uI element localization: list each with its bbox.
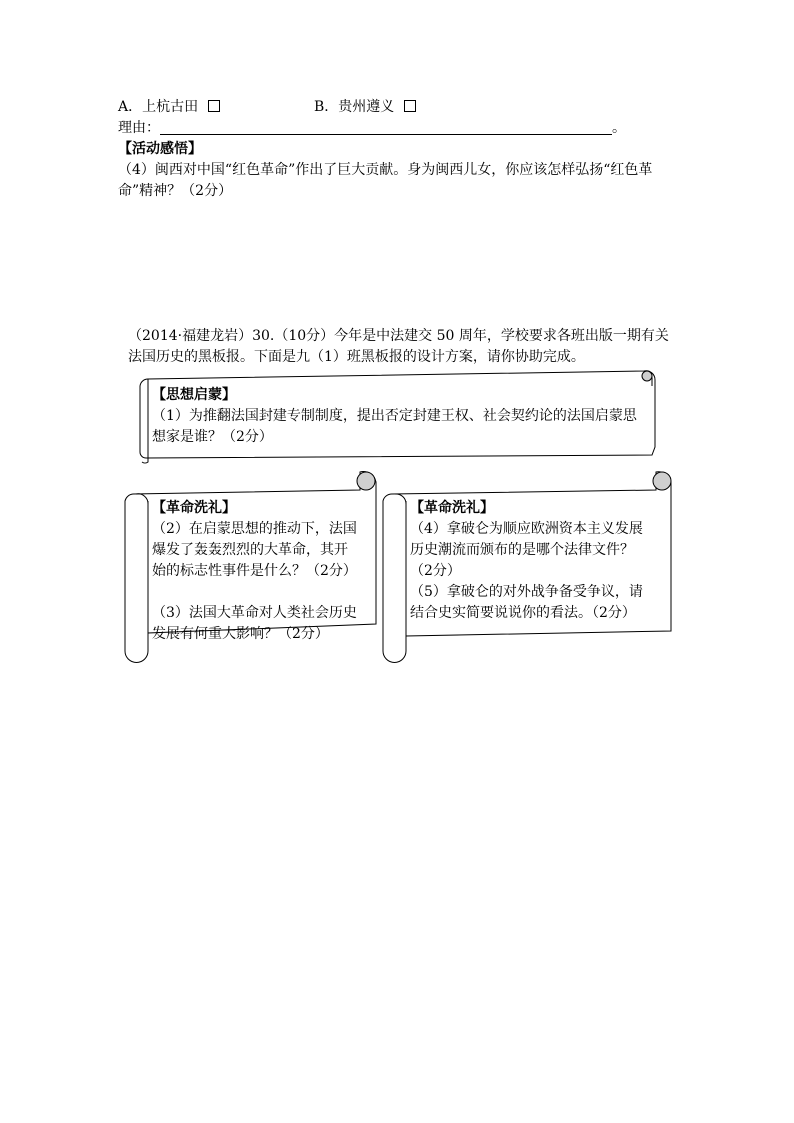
- problem-intro-line1: （2014·福建龙岩）30.（10分）今年是中法建交 50 周年，学校要求各班出版一期有关: [128, 328, 669, 344]
- scroll-left-line4: （3）法国大革命对人类社会历史: [152, 605, 357, 621]
- option-a-label: A．上杭古田: [118, 99, 199, 115]
- scroll-left-line3: 始的标志性事件是什么？（2分）: [152, 563, 357, 579]
- scroll-top-line2: 想家是谁？（2分）: [152, 429, 273, 445]
- scroll-right-heading: 【革命洗礼】: [410, 500, 494, 516]
- q4-line2: 命”精神？（2分）: [118, 183, 233, 199]
- scroll-top-heading: 【思想启蒙】: [152, 387, 236, 403]
- reason-label: 理由：: [118, 120, 160, 136]
- scroll-right-line2: 历史潮流而颁布的是哪个法律文件？: [410, 542, 634, 558]
- option-b-label: B．贵州遵义: [314, 99, 395, 115]
- scroll-top-line1: （1）为推翻法国封建专制制度，提出否定封建王权、社会契约论的法国启蒙思: [152, 408, 637, 424]
- scroll-left-line5-clip: [152, 624, 329, 642]
- scroll-left-line1: （2）在启蒙思想的推动下，法国: [152, 521, 357, 537]
- scroll-right-line3: （2分）: [410, 563, 461, 579]
- q4-line1: （4）闽西对中国“红色革命”作出了巨大贡献。身为闽西儿女，你应该怎样弘扬“红色革: [118, 162, 653, 178]
- scroll-right-line5: 结合史实简要说说你的看法。（2分）: [410, 605, 636, 621]
- scroll-left-heading: 【革命洗礼】: [152, 500, 236, 516]
- scroll-left-line5: 发展有何重大影响？（2分）: [152, 626, 329, 642]
- scroll-left-line2: 爆发了轰轰烈烈的大革命，其开: [152, 542, 348, 558]
- problem-intro-line2: 法国历史的黑板报。下面是九（1）班黑板报的设计方案，请你协助完成。: [128, 349, 585, 365]
- scroll-right-line4: （5）拿破仑的对外战争备受争议，请: [410, 584, 643, 600]
- scroll-right-line1: （4）拿破仑为顺应欧洲资本主义发展: [410, 521, 643, 537]
- reason-end: 。: [612, 120, 626, 136]
- activity-heading: 【活动感悟】: [118, 141, 202, 157]
